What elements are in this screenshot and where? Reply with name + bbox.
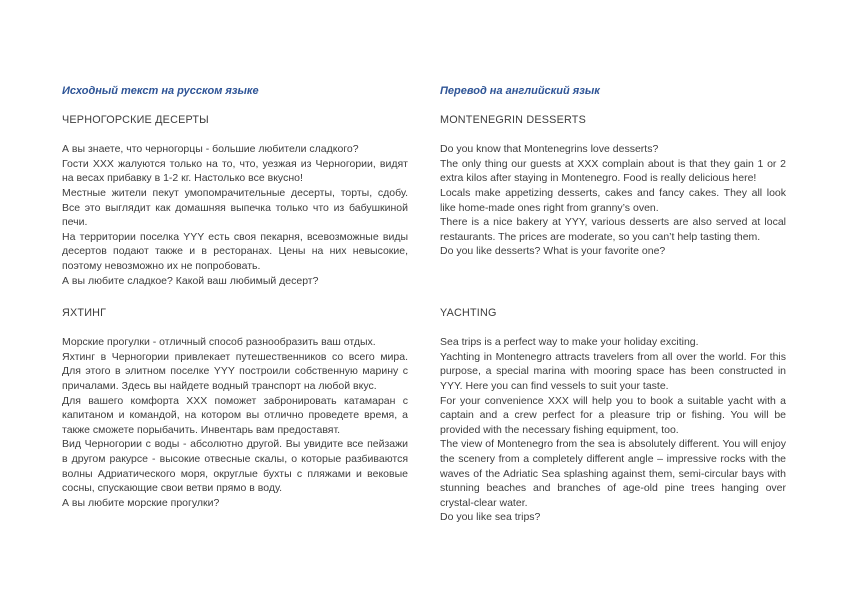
- english-section-desserts: [440, 113, 786, 259]
- section-body-yachting-ru: [62, 335, 408, 510]
- section-body-desserts-en: [440, 142, 786, 259]
- paragraph: Яхтинг в Черногории привлекает путешественников со всего мира. Для этого в элитном поселке YYY построили собственную марину с причалами. Здесь вы найдете водный транспорт на любой вкус.: [62, 350, 408, 392]
- paragraph: The view of Montenegro from the sea is absolutely different. You will enjoy the scenery from a completely different angle – impressive rocks with the waves of the Adriatic Sea splashing against them, semi-circular bays with stunning beaches and branches of age-old pine trees hanging over crystal-clear water.: [440, 438, 786, 509]
- paragraph: Do you like sea trips?: [440, 511, 541, 524]
- paragraph: А вы любите морские прогулки?: [62, 496, 220, 509]
- paragraph: Вид Черногории с воды - абсолютно другой. Вы увидите все пейзажи в другом ракурсе - высокие отвесные скалы, о которые разбиваются волны Адриатического моря, округлые бухты с пляжами и вековые сосны, спускающие свои ветви прямо в воду.: [62, 438, 408, 495]
- russian-column-header: Исходный текст на русском языке: [62, 85, 259, 97]
- english-section-yachting: [440, 306, 786, 525]
- english-column-header: Перевод на английский язык: [440, 85, 600, 97]
- paragraph: Locals make appetizing desserts, cakes and fancy cakes. They all look like home-made ones right from granny’s oven.: [440, 186, 786, 214]
- russian-section-yachting: [62, 306, 408, 510]
- paragraph: А вы знаете, что черногорцы - большие любители сладкого?: [62, 143, 359, 156]
- paragraph: Гости XXX жалуются только на то, что, уезжая из Черногории, видят на весах прибавку в 1-2 кг. Настолько все вкусно!: [62, 157, 408, 185]
- section-title-yachting-en: YACHTING: [440, 307, 497, 319]
- section-title-yachting-ru: ЯХТИНГ: [62, 307, 107, 319]
- section-body-desserts-ru: [62, 142, 408, 288]
- russian-section-desserts: [62, 113, 408, 288]
- section-title-desserts-ru: ЧЕРНОГОРСКИЕ ДЕСЕРТЫ: [62, 114, 209, 126]
- paragraph: There is a nice bakery at YYY, various desserts are also served at local restaurants. The prices are moderate, so you can’t help tasting them.: [440, 216, 786, 243]
- paragraph: Do you know that Montenegrins love desserts?: [440, 143, 659, 156]
- paragraph: Yachting in Montenegro attracts travelers from all over the world. For this purpose, a special marina with mooring space has been constructed in YYY. Here you can find vessels to suit your taste.: [440, 350, 786, 392]
- paragraph: Sea trips is a perfect way to make your holiday exciting.: [440, 336, 699, 349]
- paragraph: Для вашего комфорта XXX поможет забронировать катамаран с капитаном и командой, на котором вы отлично проведете время, а также сможете порыбачить. Инвентарь вам предоставят.: [62, 394, 408, 436]
- paragraph: For your convenience XXX will help you to book a suitable yacht with a captain and a crew perfect for a pleasure trip or fishing. You will be provided with the necessary fishing equipment, too.: [440, 394, 786, 436]
- paragraph: А вы любите сладкое? Какой ваш любимый десерт?: [62, 274, 319, 287]
- paragraph: На территории поселка YYY есть своя пекарня, всевозможные виды десертов подают также и в ресторанах. Цены на них невысокие, поэтому невозможно их не попробовать.: [62, 230, 408, 272]
- section-title-desserts-en: MONTENEGRIN DESSERTS: [440, 114, 586, 126]
- section-body-yachting-en: [440, 335, 786, 525]
- paragraph: The only thing our guests at XXX complain about is that they gain 1 or 2 extra kilos after staying in Montenegro. Food is really delicious here!: [440, 157, 786, 185]
- paragraph: Местные жители пекут умопомрачительные десерты, торты, сдобу. Все это выглядит как домашняя выпечка только что из бабушкиной печи.: [62, 186, 408, 229]
- paragraph: Do you like desserts? What is your favorite one?: [440, 245, 666, 258]
- paragraph: Морские прогулки - отличный способ разнообразить ваш отдых.: [62, 336, 376, 349]
